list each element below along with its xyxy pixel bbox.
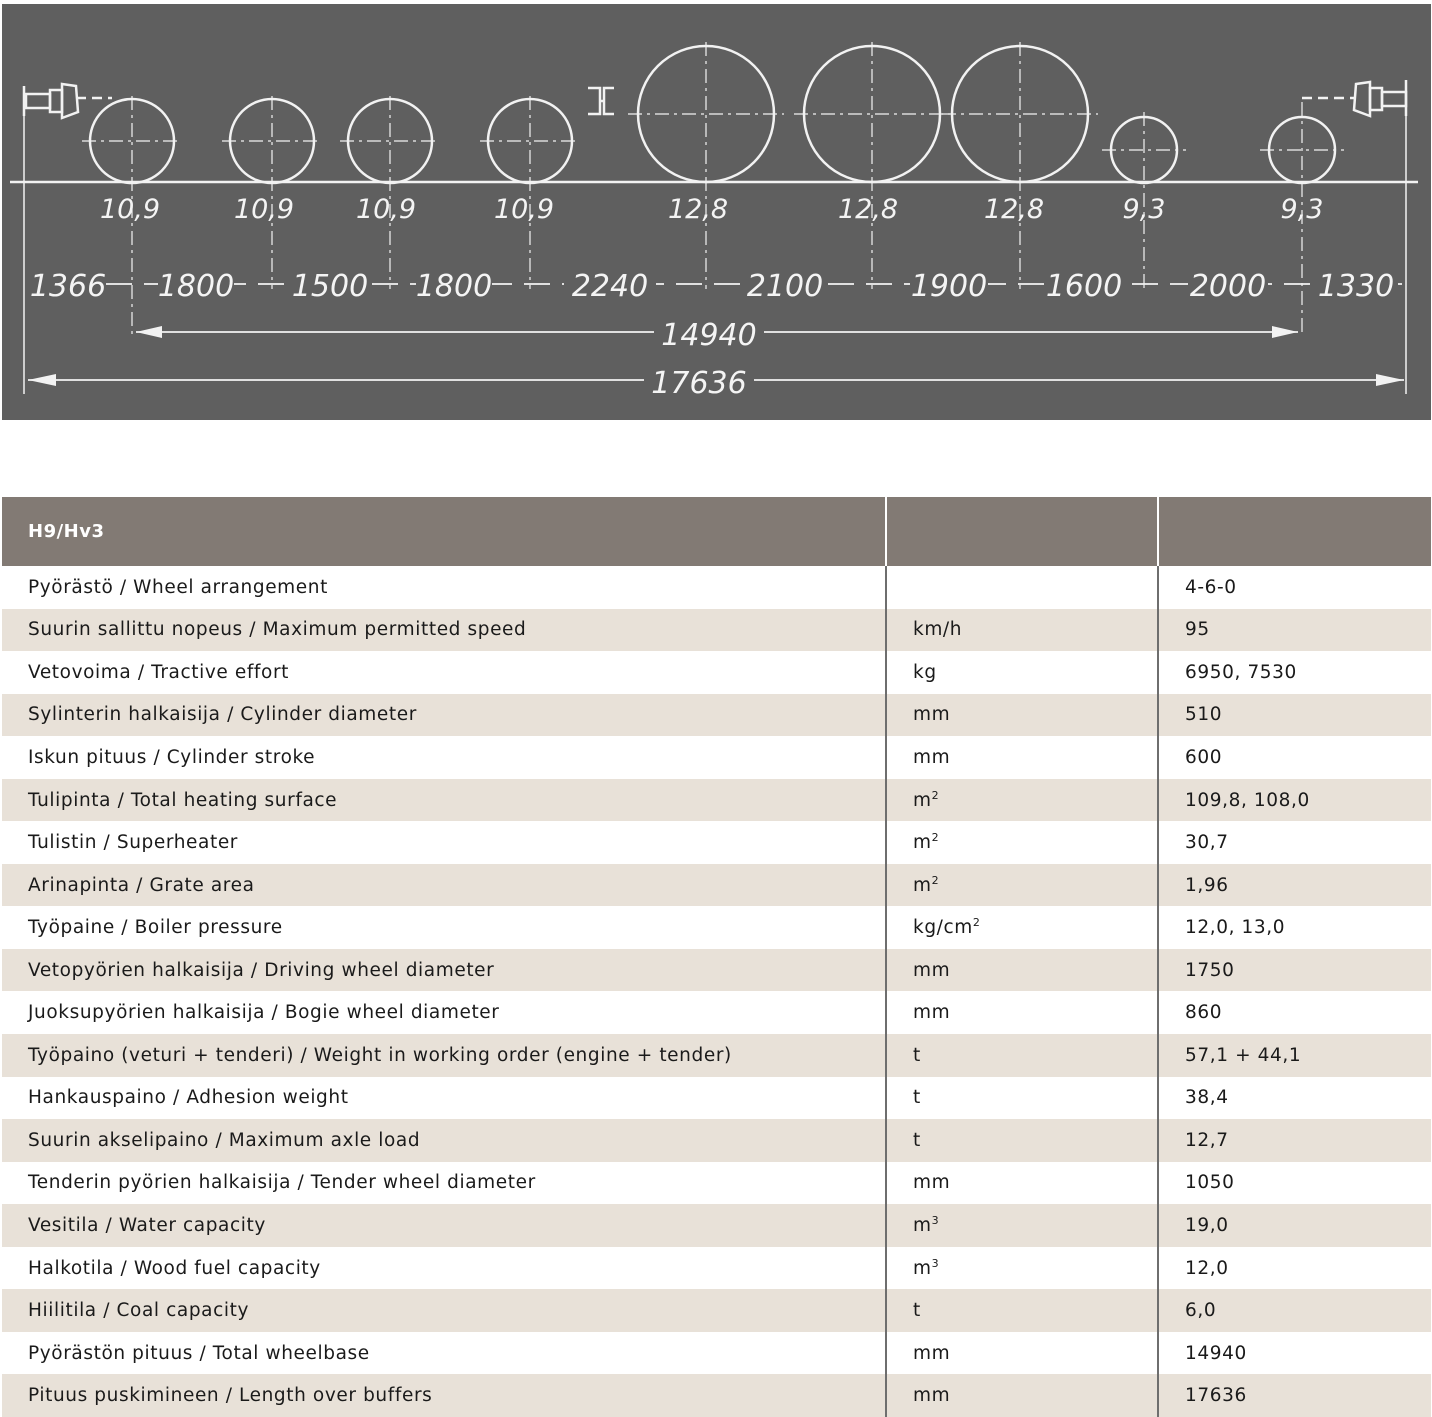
- spec-unit-text: kg: [913, 661, 937, 683]
- spec-unit: [886, 1034, 1158, 1077]
- spec-label: Pyörästön pituus / Total wheelbase: [2, 1332, 886, 1375]
- spec-value: 12,0: [1158, 1247, 1431, 1290]
- spacing-label-3: 1500: [291, 269, 369, 304]
- spec-unit-exponent: 2: [931, 831, 940, 845]
- spec-label: Vetopyörien halkaisija / Driving wheel diameter: [2, 949, 886, 992]
- spec-unit-exponent: 3: [931, 1256, 940, 1270]
- table-row: [2, 779, 1431, 822]
- table-header-row: [2, 497, 1431, 566]
- wheel-label-2: 10,9: [233, 194, 295, 225]
- table-row: [2, 1119, 1431, 1162]
- spec-unit: [886, 1119, 1158, 1162]
- spec-label: Tulipinta / Total heating surface: [2, 779, 886, 822]
- spec-value: 510: [1158, 694, 1431, 737]
- table-row: [2, 736, 1431, 779]
- spec-value: 109,8, 108,0: [1158, 779, 1431, 822]
- spec-unit-text: t: [913, 1044, 921, 1066]
- spec-value: 1,96: [1158, 864, 1431, 907]
- spec-value: 14940: [1158, 1332, 1431, 1375]
- spec-label: Suurin akselipaino / Maximum axle load: [2, 1119, 886, 1162]
- spec-unit: [886, 821, 1158, 864]
- drawbar-drawing: [588, 88, 614, 114]
- spec-unit: [886, 991, 1158, 1034]
- table-row: [2, 1374, 1431, 1417]
- spec-unit: [886, 1289, 1158, 1332]
- spacing-label-8: 1600: [1045, 269, 1123, 304]
- spec-label: Työpaino (veturi + tenderi) / Weight in working order (engine + tender): [2, 1034, 886, 1077]
- spec-label: Sylinterin halkaisija / Cylinder diameter: [2, 694, 886, 737]
- spec-unit-text: mm: [913, 746, 951, 768]
- table-row: [2, 566, 1431, 609]
- table-row: [2, 906, 1431, 949]
- spec-unit-text: mm: [913, 959, 951, 981]
- spec-unit: [886, 779, 1158, 822]
- wheel-label-8: 9,3: [1122, 194, 1166, 225]
- spec-label: Halkotila / Wood fuel capacity: [2, 1247, 886, 1290]
- spec-value: 1750: [1158, 949, 1431, 992]
- table-row: [2, 1247, 1431, 1290]
- spacing-label-4: 1800: [415, 269, 493, 304]
- spec-label: Iskun pituus / Cylinder stroke: [2, 736, 886, 779]
- spec-unit-text: m: [913, 789, 932, 811]
- length-label: 17636: [651, 366, 747, 401]
- wheel-label-6: 12,8: [837, 194, 899, 225]
- spec-unit: [886, 864, 1158, 907]
- spec-unit: [886, 609, 1158, 652]
- spec-unit-exponent: 2: [972, 916, 981, 930]
- spec-label: Työpaine / Boiler pressure: [2, 906, 886, 949]
- spec-value: 600: [1158, 736, 1431, 779]
- spacing-label-9: 2000: [1189, 269, 1267, 304]
- spec-label: Suurin sallittu nopeus / Maximum permitted speed: [2, 609, 886, 652]
- table-row: [2, 651, 1431, 694]
- spec-label: Juoksupyörien halkaisija / Bogie wheel diameter: [2, 991, 886, 1034]
- spec-unit: [886, 566, 1158, 609]
- spec-value: 4-6-0: [1158, 566, 1431, 609]
- spacing-label-7: 1900: [910, 269, 988, 304]
- wheelbase-label: 14940: [661, 318, 757, 353]
- spec-unit: [886, 694, 1158, 737]
- spec-unit-text: kg/cm: [913, 917, 973, 939]
- spec-unit: [886, 1162, 1158, 1205]
- wheel-label-5: 12,8: [667, 194, 729, 225]
- spec-unit-text: mm: [913, 1342, 951, 1364]
- table-row: [2, 1162, 1431, 1205]
- spec-label: Vetovoima / Tractive effort: [2, 651, 886, 694]
- spec-unit-text: mm: [913, 1002, 951, 1024]
- spec-label: Pyörästö / Wheel arrangement: [2, 566, 886, 609]
- wheel-label-3: 10,9: [355, 194, 417, 225]
- table-header-unit: [886, 497, 1158, 566]
- spacing-label-6: 2100: [746, 269, 824, 304]
- spec-label: Hiilitila / Coal capacity: [2, 1289, 886, 1332]
- spec-value: 1050: [1158, 1162, 1431, 1205]
- wheel-label-4: 10,9: [493, 194, 555, 225]
- spec-unit-text: m: [913, 874, 932, 896]
- spec-unit-exponent: 2: [931, 788, 940, 802]
- spec-label: Vesitila / Water capacity: [2, 1204, 886, 1247]
- spec-unit: [886, 1247, 1158, 1290]
- spacing-label-1: 1366: [29, 269, 107, 304]
- spacing-label-2: 1800: [157, 269, 235, 304]
- table-row: [2, 821, 1431, 864]
- table-header-value: [1158, 497, 1431, 566]
- spec-unit-text: mm: [913, 1172, 951, 1194]
- spacing-label-5: 2240: [571, 269, 649, 304]
- spec-unit-text: t: [913, 1087, 921, 1109]
- spec-unit-text: t: [913, 1129, 921, 1151]
- table-row: [2, 1077, 1431, 1120]
- spec-label: Hankauspaino / Adhesion weight: [2, 1077, 886, 1120]
- table-row: [2, 864, 1431, 907]
- spec-unit: [886, 736, 1158, 779]
- spec-value: 19,0: [1158, 1204, 1431, 1247]
- wheel-label-1: 10,9: [99, 194, 161, 225]
- table-row: [2, 694, 1431, 737]
- table-row: [2, 991, 1431, 1034]
- table-row: [2, 1204, 1431, 1247]
- left-buffer-drawing: [24, 84, 112, 118]
- spec-value: 95: [1158, 609, 1431, 652]
- spec-unit: [886, 949, 1158, 992]
- spec-unit-exponent: 2: [931, 873, 940, 887]
- table-row: [2, 1332, 1431, 1375]
- spec-unit-exponent: 3: [931, 1213, 940, 1227]
- spec-unit: [886, 1077, 1158, 1120]
- spec-value: 30,7: [1158, 821, 1431, 864]
- spec-value: 6,0: [1158, 1289, 1431, 1332]
- spec-value: 6950, 7530: [1158, 651, 1431, 694]
- spec-label: Pituus puskimineen / Length over buffers: [2, 1374, 886, 1417]
- table-title: H9/Hv3: [2, 497, 886, 566]
- spec-label: Tulistin / Superheater: [2, 821, 886, 864]
- spec-unit: [886, 906, 1158, 949]
- spec-unit: [886, 1374, 1158, 1417]
- wheel-label-9: 9,3: [1280, 194, 1324, 225]
- spec-unit-text: m: [913, 1257, 932, 1279]
- wheel-arrangement-diagram: [2, 4, 1431, 420]
- diagram-drawing: [2, 4, 1431, 420]
- spec-unit-text: m: [913, 832, 932, 854]
- spec-unit-text: mm: [913, 704, 951, 726]
- spec-value: 12,0, 13,0: [1158, 906, 1431, 949]
- table-row: [2, 609, 1431, 652]
- spec-label: Tenderin pyörien halkaisija / Tender wheel diameter: [2, 1162, 886, 1205]
- spec-unit: [886, 1204, 1158, 1247]
- spec-value: 17636: [1158, 1374, 1431, 1417]
- wheel-label-7: 12,8: [983, 194, 1045, 225]
- spec-value: 860: [1158, 991, 1431, 1034]
- right-buffer-drawing: [1302, 80, 1406, 116]
- spec-unit: [886, 1332, 1158, 1375]
- table-row: [2, 1034, 1431, 1077]
- spec-value: 57,1 + 44,1: [1158, 1034, 1431, 1077]
- spec-label: Arinapinta / Grate area: [2, 864, 886, 907]
- spec-unit-text: t: [913, 1300, 921, 1322]
- spacing-label-10: 1330: [1317, 269, 1395, 304]
- spec-value: 12,7: [1158, 1119, 1431, 1162]
- spec-unit-text: m: [913, 1214, 932, 1236]
- spec-unit-text: mm: [913, 1385, 951, 1407]
- table-row: [2, 949, 1431, 992]
- spec-unit: [886, 651, 1158, 694]
- specification-table: [2, 497, 1431, 1417]
- spec-value: 38,4: [1158, 1077, 1431, 1120]
- table-row: [2, 1289, 1431, 1332]
- spec-unit-text: km/h: [913, 619, 963, 641]
